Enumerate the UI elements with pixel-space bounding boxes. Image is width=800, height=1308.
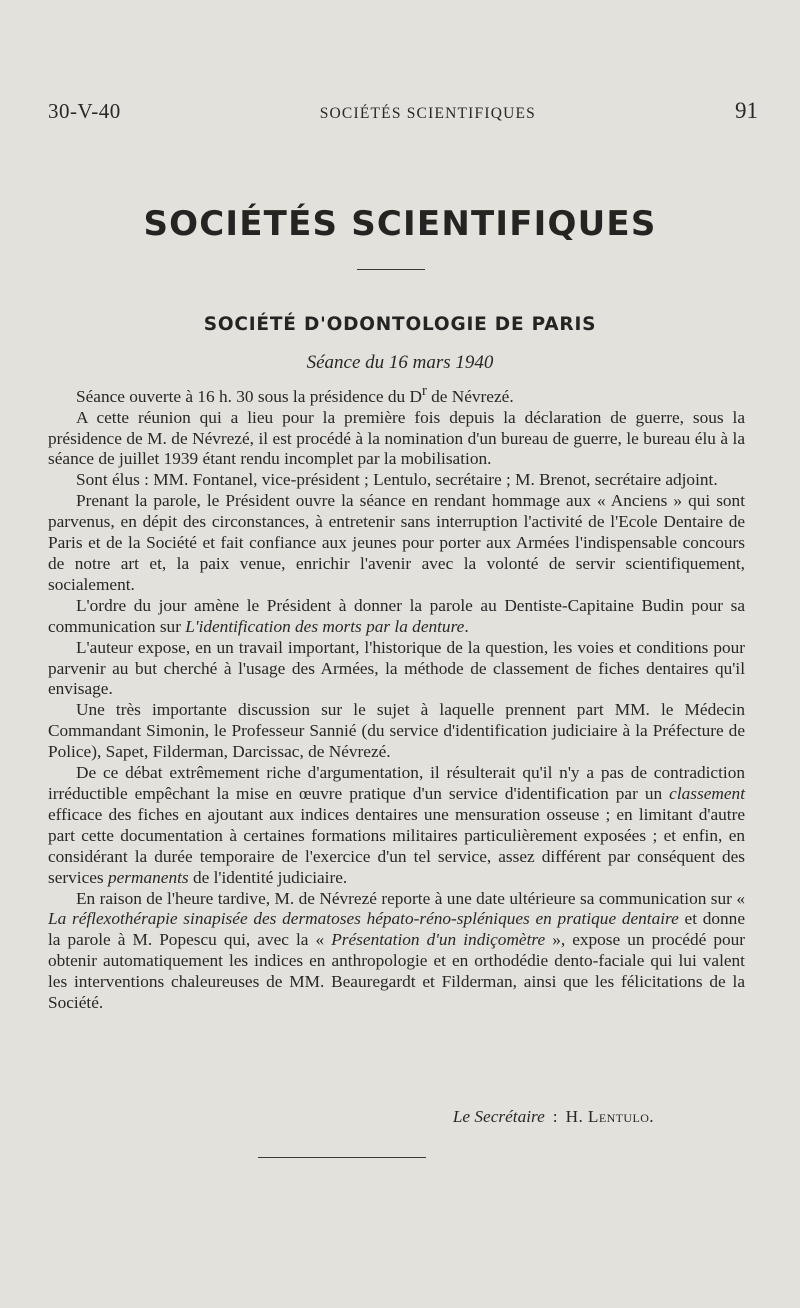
paragraph-text: de l'identité judiciaire. bbox=[188, 867, 348, 887]
paragraph-text: et donne la parole à M. Popescu qui, avec la « bbox=[48, 909, 745, 950]
communication-title: Présentation d'un indiçomètre bbox=[331, 930, 546, 950]
paragraph-opening bbox=[48, 381, 745, 408]
signatory-name: H. Lentulo. bbox=[565, 1107, 654, 1126]
paragraph-text: L'ordre du jour amène le Président à donner la parole au Dentiste-Capitaine Budin pour sa communication sur bbox=[48, 595, 745, 636]
signature bbox=[0, 1107, 654, 1127]
page-number: 91 bbox=[735, 98, 758, 123]
paragraph-text: De ce débat extrêmement riche d'argumentation, il résulterait qu'il n'y a pas de contradiction irréductible empêchant la mise en œuvre pratique d'un service d'identification par un bbox=[48, 763, 745, 803]
paragraph-elections: Sont élus : MM. Fontanel, vice-président ; Lentulo, secrétaire ; M. Brenot, secrétaire adjoint. bbox=[76, 470, 718, 490]
paragraph-agenda bbox=[48, 596, 745, 638]
communication-title: L'identification des morts par la denture bbox=[185, 616, 465, 636]
paragraph-text: efficace des fiches en ajoutant aux indices dentaires une mensuration osseuse ; en limitant d'autre part cette documentation à certaines formations militaires particulièrement exposées ; et enfin, en considérant la durée temporaire de l'exercice d'un tel service, assez différent par conséquent des services bbox=[48, 804, 745, 887]
paragraph-text: . bbox=[464, 616, 469, 636]
title-divider bbox=[357, 269, 425, 270]
section-title: SOCIÉTÉS SCIENTIFIQUES bbox=[143, 204, 657, 244]
superscript: r bbox=[422, 383, 427, 399]
paragraph-postponement bbox=[48, 889, 745, 1014]
signature-separator: : bbox=[552, 1107, 558, 1126]
running-title: SOCIÉTÉS SCIENTIFIQUES bbox=[319, 105, 537, 122]
paragraph-text: », expose un procédé pour obtenir automatiquement les indices en anthropologie et en orthodédie dento-faciale qui lui valent les interventions chaleureuses de MM. Beauregardt et Filderman, ainsi que les félicitations de la Société. bbox=[48, 930, 745, 1013]
society-title: SOCIÉTÉ D'ODONTOLOGIE DE PARIS bbox=[203, 314, 597, 335]
session-date: Séance du 16 mars 1940 bbox=[306, 352, 494, 373]
paragraph-text: de Névrezé. bbox=[426, 386, 514, 406]
paragraph-discussion: Une très importante discussion sur le sujet à laquelle prennent part MM. le Médecin Commandant Simonin, le Professeur Sannié (du service d'identification judiciaire à la Préfecture de Police), Sapet, Filderman, Darcissac, de Névrezé. bbox=[48, 700, 745, 762]
end-divider bbox=[258, 1157, 426, 1158]
emphasis: classement bbox=[669, 783, 745, 803]
emphasis: permanents bbox=[107, 867, 189, 887]
paragraph-text: Séance ouverte à 16 h. 30 sous la présidence du D bbox=[76, 386, 422, 406]
signatory-role: Le Secrétaire bbox=[452, 1107, 545, 1126]
paragraph-debate bbox=[48, 763, 745, 888]
minutes-body bbox=[48, 381, 745, 1014]
paragraph-text: En raison de l'heure tardive, M. de Névrezé reporte à une date ultérieure sa communication sur « bbox=[76, 888, 745, 908]
issue-date: 30-V-40 bbox=[48, 99, 121, 123]
running-head bbox=[48, 98, 758, 124]
paragraph-bureau: A cette réunion qui a lieu pour la première fois depuis la déclaration de guerre, sous la présidence de M. de Névrezé, il est procédé à la nomination d'un bureau de guerre, le bureau élu à la séance de juillet 1939 étant rendu incomplet par la mobilisation. bbox=[48, 407, 745, 469]
paragraph-exposition: L'auteur expose, en un travail important, l'historique de la question, les voies et conditions pour parvenir au but cherché à l'usage des Armées, la méthode de classement de fiches dentaires qu'il envisage. bbox=[48, 637, 745, 699]
paragraph-tribute: Prenant la parole, le Président ouvre la séance en rendant hommage aux « Anciens » qui sont parvenus, en dépit des circonstances, à entretenir sans interruption l'activité de l'Ecole Dentaire de Paris et de la Société et fait confiance aux jeunes pour porter aux Armées l'indispensable concours de notre art et, la paix venue, enrichir l'avenir avec la volonté de servir scientifiquement, socialement. bbox=[48, 491, 745, 594]
communication-title: La réflexothérapie sinapisée des dermatoses hépato-réno-spléniques en pratique dentaire bbox=[48, 909, 679, 929]
